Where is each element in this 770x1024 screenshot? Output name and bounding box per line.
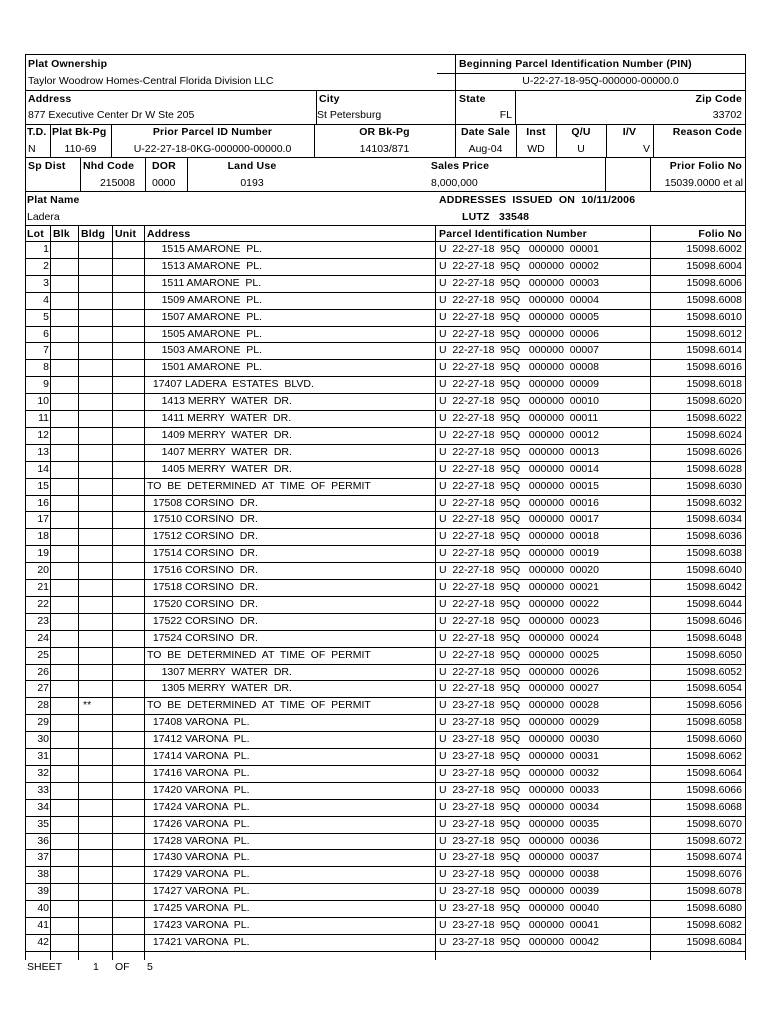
pin-cell: U 22-27-18 95Q 000000 00023 bbox=[439, 614, 599, 627]
table-row bbox=[25, 782, 746, 799]
folio-cell: 15098.6078 bbox=[686, 885, 742, 898]
folio-cell: 15098.6070 bbox=[686, 817, 742, 830]
pin-cell: U 22-27-18 95Q 000000 00015 bbox=[439, 479, 599, 492]
pin-cell: U 22-27-18 95Q 000000 00003 bbox=[439, 276, 599, 289]
lot-cell: 19 bbox=[37, 547, 49, 560]
table-row bbox=[25, 309, 746, 326]
table-row bbox=[25, 697, 746, 714]
folio-cell: 15098.6008 bbox=[686, 293, 742, 306]
lot-cell: 8 bbox=[43, 361, 49, 374]
address-cell: 17429 VARONA PL. bbox=[147, 868, 250, 881]
pin-cell: U 23-27-18 95Q 000000 00041 bbox=[439, 919, 599, 931]
or-bkpg-label: OR Bk-Pg bbox=[359, 126, 410, 138]
table-row bbox=[25, 883, 746, 900]
pin-cell: U 22-27-18 95Q 000000 00019 bbox=[439, 547, 599, 560]
table-row bbox=[25, 765, 746, 782]
address-cell: 17516 CORSINO DR. bbox=[147, 564, 258, 577]
lot-cell: 38 bbox=[37, 868, 49, 881]
folio-cell: 15098.6024 bbox=[686, 428, 742, 441]
lot-cell: 33 bbox=[37, 783, 49, 796]
lot-cell: 14 bbox=[37, 462, 49, 475]
table-row bbox=[25, 647, 746, 664]
lot-cell: 31 bbox=[37, 750, 49, 762]
lot-cell: 32 bbox=[37, 766, 49, 779]
prior-folio-label: Prior Folio No bbox=[669, 160, 742, 172]
lot-cell: 22 bbox=[37, 597, 49, 610]
lot-cell: 30 bbox=[37, 733, 49, 746]
address-cell: 17518 CORSINO DR. bbox=[147, 581, 258, 593]
address-cell: 17522 CORSINO DR. bbox=[147, 614, 258, 627]
address-cell: 17508 CORSINO DR. bbox=[147, 496, 258, 509]
lot-cell: 12 bbox=[37, 428, 49, 441]
iv-value: V bbox=[642, 143, 650, 155]
inst-value: WD bbox=[527, 143, 545, 155]
dor-value: 0000 bbox=[152, 177, 176, 189]
td-value: N bbox=[28, 143, 36, 155]
address-cell: 17514 CORSINO DR. bbox=[147, 547, 258, 560]
state-label: State bbox=[459, 93, 486, 105]
folio-cell: 15098.6004 bbox=[686, 259, 742, 272]
table-row bbox=[25, 545, 746, 562]
pin-cell: U 22-27-18 95Q 000000 00017 bbox=[439, 513, 599, 526]
nhd-label: Nhd Code bbox=[83, 160, 135, 172]
pin-cell: U 22-27-18 95Q 000000 00010 bbox=[439, 395, 599, 408]
beginning-pin-label: Beginning Parcel Identification Number (PIN) bbox=[459, 58, 692, 70]
lot-cell: 23 bbox=[37, 614, 49, 627]
lot-cell: 27 bbox=[37, 682, 49, 695]
dor-label: DOR bbox=[152, 160, 176, 172]
address-cell: TO BE DETERMINED AT TIME OF PERMIT bbox=[147, 479, 371, 492]
table-row bbox=[25, 376, 746, 393]
folio-cell: 15098.6038 bbox=[686, 547, 742, 560]
address-cell: 17426 VARONA PL. bbox=[147, 817, 250, 830]
lot-cell: 9 bbox=[43, 378, 49, 391]
address-cell: 1501 AMARONE PL. bbox=[147, 361, 262, 374]
folio-cell: 15098.6082 bbox=[686, 919, 742, 931]
table-row bbox=[25, 342, 746, 359]
pin-cell: U 22-27-18 95Q 000000 00011 bbox=[439, 412, 599, 424]
rule bbox=[515, 90, 516, 124]
addresses-issued: ADDRESSES ISSUED ON 10/11/2006 bbox=[439, 194, 636, 206]
folio-cell: 15098.6080 bbox=[686, 902, 742, 915]
table-row bbox=[25, 849, 746, 866]
sheet-number: 1 bbox=[93, 961, 99, 973]
spdist-label: Sp Dist bbox=[28, 160, 66, 172]
pin-cell: U 22-27-18 95Q 000000 00001 bbox=[439, 243, 599, 255]
lot-cell: 2 bbox=[43, 259, 49, 272]
table-row bbox=[25, 731, 746, 748]
qu-label: Q/U bbox=[571, 126, 591, 138]
folio-cell: 15098.6014 bbox=[686, 344, 742, 357]
zip-value: 33702 bbox=[712, 109, 742, 121]
table-row bbox=[25, 444, 746, 461]
address-cell: 1515 AMARONE PL. bbox=[147, 243, 262, 255]
address-cell: 17412 VARONA PL. bbox=[147, 733, 250, 746]
folio-cell: 15098.6050 bbox=[686, 648, 742, 661]
folio-cell: 15098.6010 bbox=[686, 310, 742, 323]
folio-cell: 15098.6040 bbox=[686, 564, 742, 577]
folio-cell: 15098.6074 bbox=[686, 851, 742, 864]
rule bbox=[650, 157, 651, 191]
table-row bbox=[25, 833, 746, 850]
col-folio-header: Folio No bbox=[698, 228, 742, 240]
pin-cell: U 23-27-18 95Q 000000 00034 bbox=[439, 800, 599, 813]
table-row bbox=[25, 799, 746, 816]
lot-cell: 13 bbox=[37, 445, 49, 458]
folio-cell: 15098.6066 bbox=[686, 783, 742, 796]
folio-cell: 15098.6084 bbox=[686, 935, 742, 948]
table-row bbox=[25, 562, 746, 579]
table-row bbox=[25, 326, 746, 343]
folio-cell: 15098.6072 bbox=[686, 834, 742, 847]
lot-cell: 15 bbox=[37, 479, 49, 492]
table-row bbox=[25, 866, 746, 883]
folio-cell: 15098.6030 bbox=[686, 479, 742, 492]
lot-cell: 16 bbox=[37, 496, 49, 509]
lot-cell: 1 bbox=[43, 243, 49, 255]
folio-cell: 15098.6042 bbox=[686, 581, 742, 593]
folio-cell: 15098.6022 bbox=[686, 412, 742, 424]
lot-cell: 10 bbox=[37, 395, 49, 408]
issued-city: LUTZ 33548 bbox=[462, 211, 530, 223]
state-value: FL bbox=[499, 109, 512, 121]
pin-cell: U 22-27-18 95Q 000000 00005 bbox=[439, 310, 599, 323]
folio-cell: 15098.6012 bbox=[686, 327, 742, 340]
address-cell: 17407 LADERA ESTATES BLVD. bbox=[147, 378, 314, 391]
table-row bbox=[25, 917, 746, 934]
folio-cell: 15098.6046 bbox=[686, 614, 742, 627]
address-cell: 1307 MERRY WATER DR. bbox=[147, 665, 292, 678]
pin-cell: U 23-27-18 95Q 000000 00040 bbox=[439, 902, 599, 915]
rule bbox=[437, 73, 746, 74]
folio-cell: 15098.6044 bbox=[686, 597, 742, 610]
prior-parcel-label: Prior Parcel ID Number bbox=[152, 126, 273, 138]
pin-cell: U 22-27-18 95Q 000000 00008 bbox=[439, 361, 599, 374]
col-blk-header: Blk bbox=[53, 228, 70, 240]
or-bkpg-value: 14103/871 bbox=[359, 143, 410, 155]
folio-cell: 15098.6002 bbox=[686, 243, 742, 255]
pin-cell: U 23-27-18 95Q 000000 00028 bbox=[439, 699, 599, 712]
table-row bbox=[25, 410, 746, 427]
address-cell: 1511 AMARONE PL. bbox=[147, 276, 262, 289]
address-cell: 17416 VARONA PL. bbox=[147, 766, 250, 779]
lot-cell: 37 bbox=[37, 851, 49, 864]
lot-cell: 4 bbox=[43, 293, 49, 306]
pin-cell: U 23-27-18 95Q 000000 00038 bbox=[439, 868, 599, 881]
table-row bbox=[25, 748, 746, 765]
rule bbox=[25, 225, 746, 226]
pin-cell: U 23-27-18 95Q 000000 00033 bbox=[439, 783, 599, 796]
table-row bbox=[25, 528, 746, 545]
pin-cell: U 22-27-18 95Q 000000 00014 bbox=[439, 462, 599, 475]
pin-cell: U 22-27-18 95Q 000000 00025 bbox=[439, 648, 599, 661]
address-cell: TO BE DETERMINED AT TIME OF PERMIT bbox=[147, 648, 371, 661]
pin-cell: U 22-27-18 95Q 000000 00018 bbox=[439, 530, 599, 543]
lot-cell: 28 bbox=[37, 699, 49, 712]
address-cell: 17414 VARONA PL. bbox=[147, 750, 250, 762]
lot-cell: 18 bbox=[37, 530, 49, 543]
lot-cell: 40 bbox=[37, 902, 49, 915]
zip-label: Zip Code bbox=[695, 93, 742, 105]
address-cell: 1407 MERRY WATER DR. bbox=[147, 445, 292, 458]
table-row bbox=[25, 478, 746, 495]
bldg-cell: ** bbox=[83, 699, 92, 712]
plat-name-value: Ladera bbox=[27, 211, 60, 223]
table-row bbox=[25, 664, 746, 681]
pin-cell: U 22-27-18 95Q 000000 00024 bbox=[439, 631, 599, 644]
address-cell: 17510 CORSINO DR. bbox=[147, 513, 258, 526]
table-row bbox=[25, 579, 746, 596]
address-cell: 1409 MERRY WATER DR. bbox=[147, 428, 292, 441]
table-row bbox=[25, 241, 746, 258]
reason-code-label: Reason Code bbox=[672, 126, 742, 138]
lot-cell: 36 bbox=[37, 834, 49, 847]
pin-cell: U 23-27-18 95Q 000000 00031 bbox=[439, 750, 599, 762]
sales-price-value: 8,000,000 bbox=[431, 177, 478, 189]
address-cell: 1503 AMARONE PL. bbox=[147, 344, 262, 357]
lot-cell: 41 bbox=[37, 919, 49, 931]
beginning-pin: U-22-27-18-95Q-000000-00000.0 bbox=[522, 75, 679, 87]
lot-cell: 21 bbox=[37, 581, 49, 593]
table-row bbox=[25, 393, 746, 410]
address-cell: 17512 CORSINO DR. bbox=[147, 530, 258, 543]
address-cell: 1413 MERRY WATER DR. bbox=[147, 395, 292, 408]
lot-cell: 39 bbox=[37, 885, 49, 898]
table-row bbox=[25, 495, 746, 512]
pin-cell: U 22-27-18 95Q 000000 00027 bbox=[439, 682, 599, 695]
pin-cell: U 23-27-18 95Q 000000 00029 bbox=[439, 716, 599, 729]
table-row bbox=[25, 258, 746, 275]
folio-cell: 15098.6048 bbox=[686, 631, 742, 644]
inst-label: Inst bbox=[526, 126, 546, 138]
land-use-value: 0193 bbox=[240, 177, 264, 189]
address-cell: 1507 AMARONE PL. bbox=[147, 310, 262, 323]
folio-cell: 15098.6076 bbox=[686, 868, 742, 881]
prior-folio-value: 15039.0000 et al bbox=[664, 177, 743, 189]
lot-cell: 6 bbox=[43, 327, 49, 340]
table-row bbox=[25, 934, 746, 951]
pin-cell: U 23-27-18 95Q 000000 00032 bbox=[439, 766, 599, 779]
folio-cell: 15098.6052 bbox=[686, 665, 742, 678]
prior-parcel-value: U-22-27-18-0KG-000000-00000.0 bbox=[133, 143, 292, 155]
col-address-header: Address bbox=[147, 228, 191, 240]
pin-cell: U 22-27-18 95Q 000000 00016 bbox=[439, 496, 599, 509]
pin-cell: U 23-27-18 95Q 000000 00037 bbox=[439, 851, 599, 864]
lot-cell: 42 bbox=[37, 935, 49, 948]
table-row bbox=[25, 630, 746, 647]
rule bbox=[25, 191, 746, 192]
city-value: St Petersburg bbox=[317, 109, 382, 121]
pin-cell: U 22-27-18 95Q 000000 00012 bbox=[439, 428, 599, 441]
of-label: OF bbox=[115, 961, 130, 973]
address-label: Address bbox=[28, 93, 72, 105]
pin-cell: U 22-27-18 95Q 000000 00022 bbox=[439, 597, 599, 610]
col-lot-header: Lot bbox=[27, 228, 44, 240]
folio-cell: 15098.6018 bbox=[686, 378, 742, 391]
folio-cell: 15098.6034 bbox=[686, 513, 742, 526]
folio-cell: 15098.6016 bbox=[686, 361, 742, 374]
lot-cell: 7 bbox=[43, 344, 49, 357]
address-cell: 1305 MERRY WATER DR. bbox=[147, 682, 292, 695]
lot-cell: 25 bbox=[37, 648, 49, 661]
rule bbox=[25, 951, 746, 952]
folio-cell: 15098.6056 bbox=[686, 699, 742, 712]
folio-cell: 15098.6026 bbox=[686, 445, 742, 458]
address-cell: 1411 MERRY WATER DR. bbox=[147, 412, 292, 424]
nhd-value: 215008 bbox=[99, 177, 135, 189]
address-cell: 17408 VARONA PL. bbox=[147, 716, 250, 729]
qu-value: U bbox=[577, 143, 585, 155]
folio-cell: 15098.6058 bbox=[686, 716, 742, 729]
table-row bbox=[25, 275, 746, 292]
folio-cell: 15098.6006 bbox=[686, 276, 742, 289]
folio-cell: 15098.6062 bbox=[686, 750, 742, 762]
owner-address: 877 Executive Center Dr W Ste 205 bbox=[28, 109, 195, 121]
address-cell: 17423 VARONA PL. bbox=[147, 919, 250, 931]
folio-cell: 15098.6054 bbox=[686, 682, 742, 695]
pin-cell: U 22-27-18 95Q 000000 00009 bbox=[439, 378, 599, 391]
folio-cell: 15098.6020 bbox=[686, 395, 742, 408]
address-cell: TO BE DETERMINED AT TIME OF PERMIT bbox=[147, 699, 371, 712]
address-cell: 17428 VARONA PL. bbox=[147, 834, 250, 847]
rule bbox=[25, 157, 746, 158]
pin-cell: U 23-27-18 95Q 000000 00036 bbox=[439, 834, 599, 847]
lot-cell: 24 bbox=[37, 631, 49, 644]
folio-cell: 15098.6032 bbox=[686, 496, 742, 509]
table-row bbox=[25, 900, 746, 917]
address-cell: 17524 CORSINO DR. bbox=[147, 631, 258, 644]
pin-cell: U 23-27-18 95Q 000000 00030 bbox=[439, 733, 599, 746]
rule bbox=[145, 157, 146, 191]
plat-bkpg-value: 110-69 bbox=[64, 143, 97, 155]
city-label: City bbox=[319, 93, 340, 105]
address-cell: 1505 AMARONE PL. bbox=[147, 327, 262, 340]
pin-cell: U 23-27-18 95Q 000000 00035 bbox=[439, 817, 599, 830]
rule bbox=[25, 54, 746, 55]
table-row bbox=[25, 359, 746, 376]
iv-label: I/V bbox=[622, 126, 637, 138]
rule bbox=[25, 90, 746, 91]
pin-cell: U 22-27-18 95Q 000000 00026 bbox=[439, 665, 599, 678]
table-row bbox=[25, 714, 746, 731]
address-cell: 17430 VARONA PL. bbox=[147, 851, 250, 864]
table-row bbox=[25, 427, 746, 444]
folio-cell: 15098.6028 bbox=[686, 462, 742, 475]
pin-cell: U 22-27-18 95Q 000000 00020 bbox=[439, 564, 599, 577]
date-sale-label: Date Sale bbox=[460, 126, 511, 138]
table-row bbox=[25, 613, 746, 630]
col-bldg-header: Bldg bbox=[81, 228, 106, 240]
address-cell: 1405 MERRY WATER DR. bbox=[147, 462, 292, 475]
lot-cell: 26 bbox=[37, 665, 49, 678]
plat-bkpg-label: Plat Bk-Pg bbox=[52, 126, 107, 138]
lot-cell: 34 bbox=[37, 800, 49, 813]
plat-ownership-label: Plat Ownership bbox=[28, 58, 108, 70]
sales-price-label: Sales Price bbox=[430, 160, 490, 172]
folio-cell: 15098.6068 bbox=[686, 800, 742, 813]
lot-cell: 11 bbox=[38, 412, 49, 424]
rule bbox=[25, 124, 746, 125]
address-cell: 17420 VARONA PL. bbox=[147, 783, 250, 796]
address-cell: 1509 AMARONE PL. bbox=[147, 293, 262, 306]
pin-cell: U 22-27-18 95Q 000000 00021 bbox=[439, 581, 599, 593]
pin-cell: U 22-27-18 95Q 000000 00004 bbox=[439, 293, 599, 306]
lot-cell: 20 bbox=[37, 564, 49, 577]
lot-cell: 17 bbox=[37, 513, 49, 526]
address-cell: 17421 VARONA PL. bbox=[147, 935, 250, 948]
col-unit-header: Unit bbox=[115, 228, 137, 240]
pin-cell: U 22-27-18 95Q 000000 00013 bbox=[439, 445, 599, 458]
folio-cell: 15098.6064 bbox=[686, 766, 742, 779]
sheet-total: 5 bbox=[147, 961, 153, 973]
address-cell: 1513 AMARONE PL. bbox=[147, 259, 262, 272]
table-row bbox=[25, 680, 746, 697]
pin-cell: U 22-27-18 95Q 000000 00006 bbox=[439, 327, 599, 340]
table-row bbox=[25, 596, 746, 613]
table-row bbox=[25, 816, 746, 833]
lot-cell: 5 bbox=[43, 310, 49, 323]
lot-cell: 35 bbox=[37, 817, 49, 830]
lot-cell: 3 bbox=[43, 276, 49, 289]
table-row bbox=[25, 461, 746, 478]
pin-cell: U 23-27-18 95Q 000000 00039 bbox=[439, 885, 599, 898]
address-cell: 17424 VARONA PL. bbox=[147, 800, 250, 813]
pin-cell: U 22-27-18 95Q 000000 00007 bbox=[439, 344, 599, 357]
folio-cell: 15098.6060 bbox=[686, 733, 742, 746]
lot-cell: 29 bbox=[37, 716, 49, 729]
owner-name: Taylor Woodrow Homes-Central Florida Division LLC bbox=[28, 75, 274, 87]
table-row bbox=[25, 511, 746, 528]
address-cell: 17425 VARONA PL. bbox=[147, 902, 250, 915]
folio-cell: 15098.6036 bbox=[686, 530, 742, 543]
table-row bbox=[25, 292, 746, 309]
sheet-label: SHEET bbox=[27, 961, 63, 973]
address-cell: 17427 VARONA PL. bbox=[147, 885, 250, 898]
land-use-label: Land Use bbox=[227, 160, 277, 172]
col-pin-header: Parcel Identification Number bbox=[439, 228, 587, 240]
pin-cell: U 22-27-18 95Q 000000 00002 bbox=[439, 259, 599, 272]
pin-cell: U 23-27-18 95Q 000000 00042 bbox=[439, 935, 599, 948]
address-cell: 17520 CORSINO DR. bbox=[147, 597, 258, 610]
date-sale-value: Aug-04 bbox=[468, 143, 503, 155]
plat-name-label: Plat Name bbox=[27, 194, 80, 206]
td-label: T.D. bbox=[27, 126, 47, 138]
